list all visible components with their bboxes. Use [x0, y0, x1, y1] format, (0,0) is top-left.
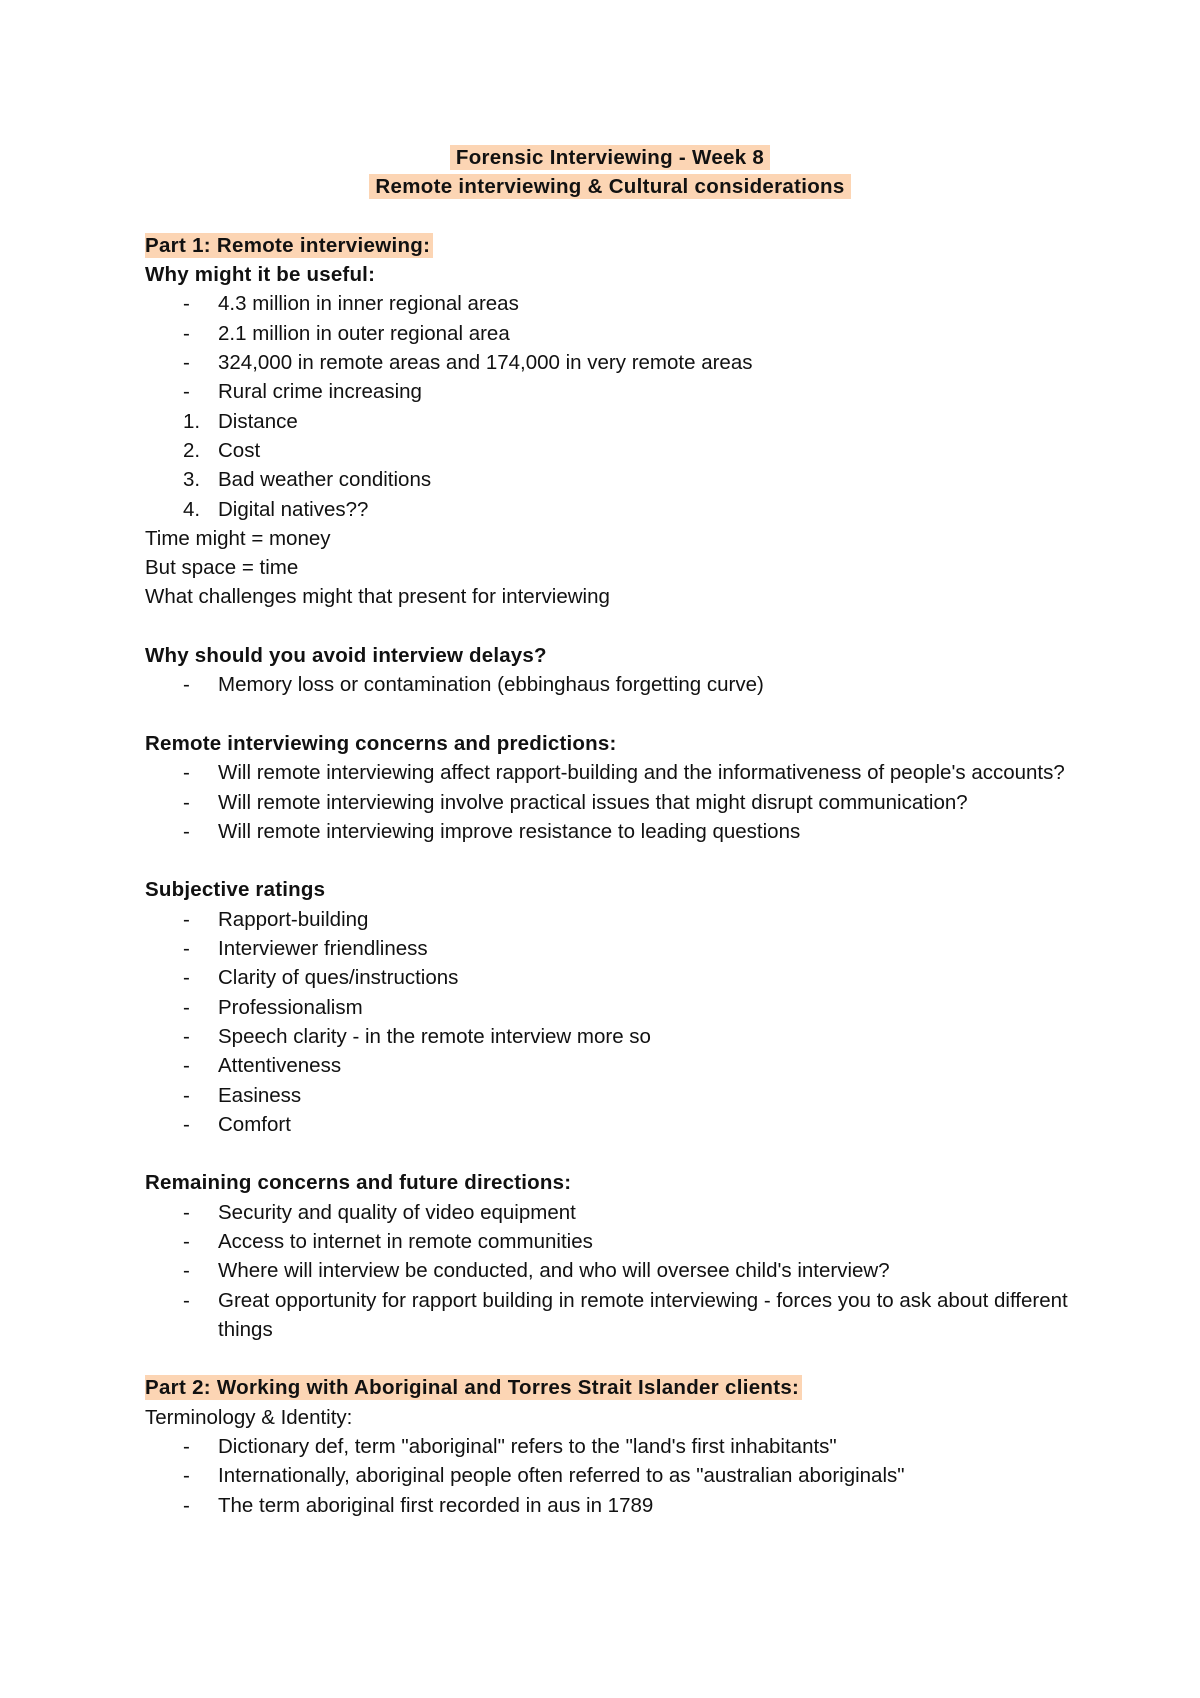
list-item: - Interviewer friendliness	[145, 934, 1075, 963]
terminology-bullet-list	[145, 1432, 1075, 1520]
list-item: - 324,000 in remote areas and 174,000 in very remote areas	[145, 348, 1075, 377]
dash-marker: -	[183, 761, 190, 785]
list-item: - 4.3 million in inner regional areas	[145, 289, 1075, 318]
delays-heading: Why should you avoid interview delays?	[145, 644, 547, 668]
subjective-heading: Subjective ratings	[145, 878, 326, 902]
remaining-bullet-list	[145, 1198, 1075, 1344]
list-item: - Speech clarity - in the remote interview more so	[145, 1022, 1075, 1051]
text-line: Time might = money	[145, 526, 331, 550]
dash-marker: -	[183, 292, 190, 316]
concerns-heading: Remote interviewing concerns and predictions:	[145, 731, 617, 755]
why-useful-bullet-list	[145, 289, 1075, 406]
dash-marker: -	[183, 966, 190, 990]
dash-marker: -	[183, 1493, 190, 1517]
list-item: - Clarity of ques/instructions	[145, 963, 1075, 992]
document-title	[145, 143, 1075, 202]
list-item: - Will remote interviewing affect rapport-building and the informativeness of people's accounts?	[145, 758, 1075, 787]
subjective-bullet-list	[145, 905, 1075, 1139]
dash-marker: -	[183, 1083, 190, 1107]
text-line: But space = time	[145, 556, 299, 580]
list-item: - Memory loss or contamination (ebbinghaus forgetting curve)	[145, 670, 1075, 699]
dash-marker: -	[183, 321, 190, 345]
list-item: - Access to internet in remote communities	[145, 1227, 1075, 1256]
why-useful-heading: Why might it be useful:	[145, 263, 376, 287]
dash-marker: -	[183, 673, 190, 697]
numbered-item: 4. Digital natives??	[183, 497, 369, 521]
dash-marker: -	[183, 351, 190, 375]
dash-marker: -	[183, 380, 190, 404]
list-item: - Will remote interviewing improve resistance to leading questions	[145, 817, 1075, 846]
dash-marker: -	[183, 1229, 190, 1253]
dash-marker: -	[183, 819, 190, 843]
dash-marker: -	[183, 995, 190, 1019]
list-item: - Where will interview be conducted, and who will oversee child's interview?	[145, 1256, 1075, 1285]
delays-bullet-list	[145, 670, 1075, 699]
dash-marker: -	[183, 1464, 190, 1488]
dash-marker: -	[183, 1200, 190, 1224]
dash-marker: -	[183, 1288, 190, 1312]
why-useful-numbered-list	[145, 407, 1075, 524]
title-line-2: Remote interviewing & Cultural considerations	[369, 174, 850, 199]
concerns-bullet-list	[145, 758, 1075, 846]
dash-marker: -	[183, 1435, 190, 1459]
dash-marker: -	[183, 790, 190, 814]
list-item: - Professionalism	[145, 993, 1075, 1022]
list-item: - 2.1 million in outer regional area	[145, 319, 1075, 348]
terminology-subheading: Terminology & Identity:	[145, 1405, 353, 1429]
document-page	[145, 143, 1075, 1520]
list-item: - The term aboriginal first recorded in aus in 1789	[145, 1491, 1075, 1520]
list-item: - Internationally, aboriginal people often referred to as "australian aboriginals"	[145, 1461, 1075, 1490]
part2-heading: Part 2: Working with Aboriginal and Torres Strait Islander clients:	[145, 1375, 802, 1400]
text-line: What challenges might that present for interviewing	[145, 585, 610, 609]
list-item: - Easiness	[145, 1081, 1075, 1110]
dash-marker: -	[183, 907, 190, 931]
numbered-item: 2. Cost	[183, 438, 261, 462]
list-item: - Will remote interviewing involve practical issues that might disrupt communication?	[145, 788, 1075, 817]
list-item: - Great opportunity for rapport building in remote interviewing - forces you to ask about different things	[145, 1286, 1075, 1345]
remaining-heading: Remaining concerns and future directions:	[145, 1171, 572, 1195]
list-item: - Comfort	[145, 1110, 1075, 1139]
numbered-item: 1. Distance	[183, 409, 298, 433]
list-item: - Attentiveness	[145, 1051, 1075, 1080]
list-item: - Dictionary def, term "aboriginal" refers to the "land's first inhabitants"	[145, 1432, 1075, 1461]
dash-marker: -	[183, 1112, 190, 1136]
dash-marker: -	[183, 1024, 190, 1048]
list-item: - Rapport-building	[145, 905, 1075, 934]
dash-marker: -	[183, 1259, 190, 1283]
list-item: - Security and quality of video equipment	[145, 1198, 1075, 1227]
numbered-item: 3. Bad weather conditions	[183, 468, 432, 492]
list-item: - Rural crime increasing	[145, 377, 1075, 406]
part1-heading: Part 1: Remote interviewing:	[145, 233, 433, 258]
dash-marker: -	[183, 1054, 190, 1078]
title-line-1: Forensic Interviewing - Week 8	[450, 145, 770, 170]
dash-marker: -	[183, 937, 190, 961]
